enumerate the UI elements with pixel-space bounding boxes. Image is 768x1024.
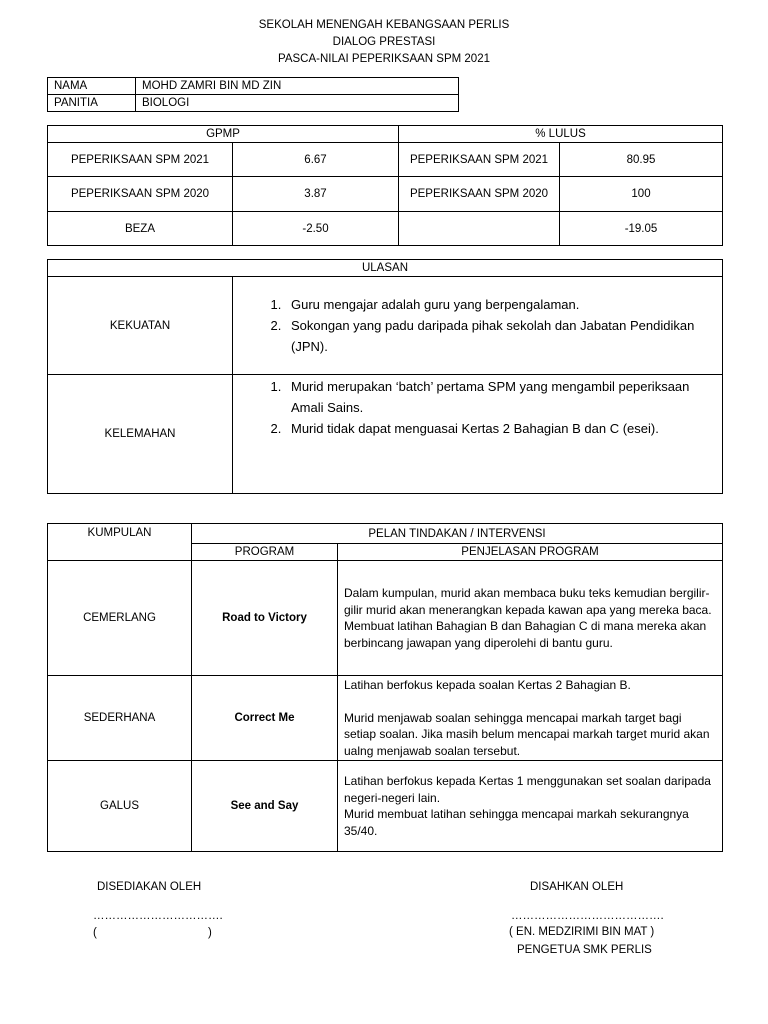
kumpulan-cell: SEDERHANA	[48, 676, 192, 761]
kelemahan-label: KELEMAHAN	[48, 375, 233, 494]
penjelasan-header: PENJELASAN PROGRAM	[338, 544, 723, 561]
prepared-by-signature-line: …………………………….	[93, 910, 223, 922]
panitia-value: BIOLOGI	[136, 95, 459, 112]
penjelasan-line: Latihan berfokus kepada Kertas 1 menggunakan set soalan daripada negeri-negeri lain.	[344, 774, 711, 805]
approver-name: ( EN. MEDZIRIMI BIN MAT )	[509, 926, 655, 938]
document-subtitle: PASCA-NILAI PEPERIKSAAN SPM 2021	[278, 53, 490, 65]
prepared-by-label: DISEDIAKAN OLEH	[97, 881, 202, 893]
kumpulan-cell: GALUS	[48, 761, 192, 852]
lulus-row-label	[399, 212, 560, 246]
gpmp-row-label: PEPERIKSAAN SPM 2020	[48, 177, 233, 212]
gpmp-row-value: -2.50	[233, 212, 399, 246]
gpmp-row-label: BEZA	[48, 212, 233, 246]
nama-label: NAMA	[48, 78, 136, 95]
school-name: SEKOLAH MENENGAH KEBANGSAAN PERLIS	[258, 19, 510, 31]
lulus-row-value: 80.95	[560, 143, 723, 177]
ulasan-header: ULASAN	[48, 260, 723, 277]
penjelasan-cell	[338, 761, 723, 852]
kekuatan-label: KEKUATAN	[48, 277, 233, 375]
penjelasan-cell	[338, 676, 723, 761]
penjelasan-cell	[338, 561, 723, 676]
program-cell: See and Say	[192, 761, 338, 852]
list-item: 1. Guru mengajar adalah guru yang berpengalaman.	[285, 294, 722, 315]
kumpulan-cell: CEMERLANG	[48, 561, 192, 676]
list-item: 1. Murid merupakan ‘batch’ pertama SPM yang mengambil peperiksaan Amali Sains.	[285, 376, 722, 418]
gpmp-row-value: 3.87	[233, 177, 399, 212]
kekuatan-list	[233, 294, 722, 357]
kumpulan-header: KUMPULAN	[48, 524, 192, 561]
lulus-row-label: PEPERIKSAAN SPM 2021	[399, 143, 560, 177]
kelemahan-list	[233, 376, 722, 439]
lulus-row-label: PEPERIKSAAN SPM 2020	[399, 177, 560, 212]
program-cell: Road to Victory	[192, 561, 338, 676]
lulus-row-value: 100	[560, 177, 723, 212]
ulasan-table	[47, 259, 723, 494]
pelan-header: PELAN TINDAKAN / INTERVENSI	[192, 524, 723, 544]
pelan-table	[47, 523, 723, 852]
nama-value: MOHD ZAMRI BIN MD ZIN	[136, 78, 459, 95]
penjelasan-line: Latihan berfokus kepada soalan Kertas 2 Bahagian B.	[344, 678, 631, 692]
panitia-label: PANITIA	[48, 95, 136, 112]
list-item: 2. Murid tidak dapat menguasai Kertas 2 Bahagian B dan C (esei).	[285, 418, 722, 439]
document-title: DIALOG PRESTASI	[332, 36, 436, 48]
results-table	[47, 125, 723, 246]
program-cell: Correct Me	[192, 676, 338, 761]
penjelasan-line: Dalam kumpulan, murid akan membaca buku teks kemudian bergilir-gilir murid akan menerangkan kepada kawan apa yang mereka baca.	[344, 586, 712, 617]
kekuatan-content	[233, 277, 723, 375]
approver-position: PENGETUA SMK PERLIS	[517, 944, 652, 956]
penjelasan-line: Murid menjawab soalan sehingga mencapai markah target bagi setiap soalan. Jika masih belum mencapai markah target murid akan ualng menjawab soalan tersebut.	[344, 710, 710, 758]
gpmp-row-value: 6.67	[233, 143, 399, 177]
prepared-by-paren-close: )	[208, 927, 212, 939]
lulus-row-value: -19.05	[560, 212, 723, 246]
approved-by-label: DISAHKAN OLEH	[530, 881, 624, 893]
gpmp-header: GPMP	[48, 126, 399, 143]
program-header: PROGRAM	[192, 544, 338, 561]
list-item: 2. Sokongan yang padu daripada pihak sekolah dan Jabatan Pendidikan (JPN).	[285, 315, 722, 357]
kelemahan-content	[233, 375, 723, 494]
penjelasan-line: Membuat latihan Bahagian B dan Bahagian C di mana mereka akan berbincang jawapan yang diperolehi di bantu guru.	[344, 619, 707, 650]
info-table	[47, 77, 459, 112]
gpmp-row-label: PEPERIKSAAN SPM 2021	[48, 143, 233, 177]
lulus-header: % LULUS	[399, 126, 723, 143]
approved-by-signature-line: ………………………………….	[511, 910, 664, 922]
penjelasan-line: Murid membuat latihan sehingga mencapai markah sekurangnya 35/40.	[344, 807, 689, 838]
prepared-by-paren-open: (	[93, 927, 97, 939]
